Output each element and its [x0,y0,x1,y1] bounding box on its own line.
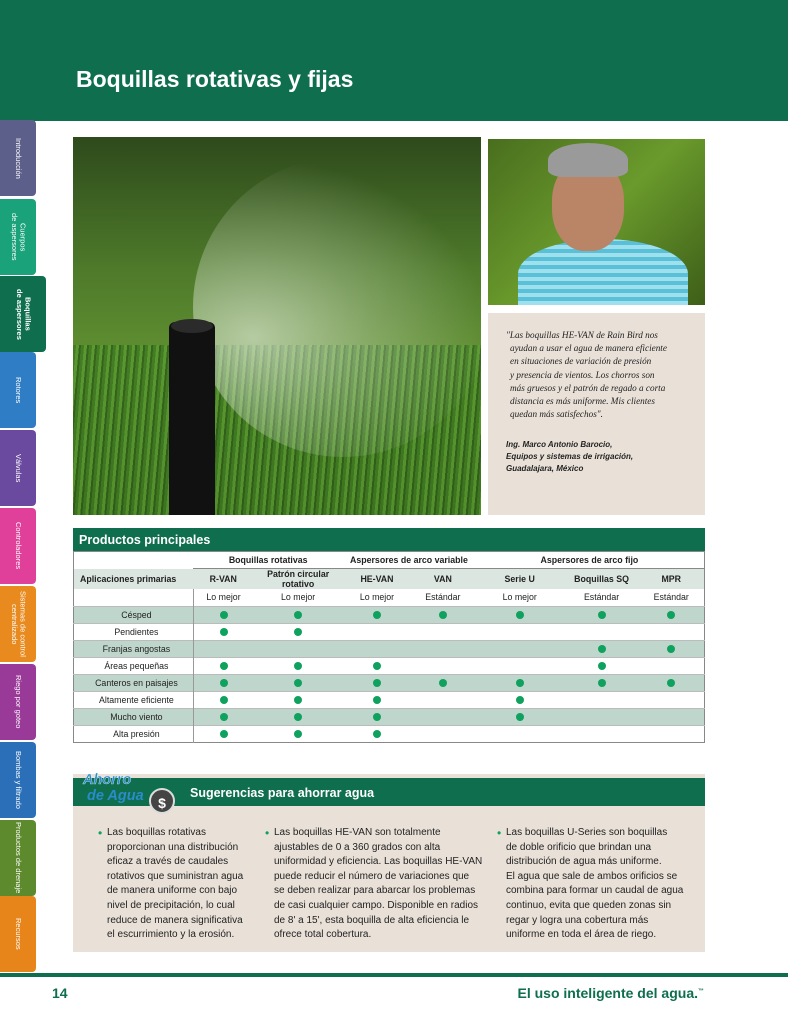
tab-3[interactable]: Rotores [0,352,36,428]
footer-slogan: El uso inteligente del agua.™ [517,985,704,1001]
check-dot-icon [220,696,228,704]
tab-10[interactable]: Recursos [0,896,36,972]
tab-1[interactable]: Cuerpos de aspersores [0,199,36,275]
ahorro-de-agua-logo: Ahorro de Agua $ [79,772,179,816]
tip-item [98,826,270,943]
rating-cell: Lo mejor [502,592,537,603]
group-header: Aspersores de arco fijo [475,552,705,569]
tip-line: el escurrimiento y la erosión. [107,929,235,941]
mark-cell [411,606,475,623]
check-dot-icon [220,662,228,670]
check-dot-icon [294,628,302,636]
mark-cell [639,725,705,742]
sprinkler-cap [171,319,213,333]
quote-line: quedan más satisfechos". [510,409,603,420]
page-title: Boquillas rotativas y fijas [76,66,354,92]
mark-cell [411,691,475,708]
author-line: Equipos y sistemas de irrigación, [506,452,634,462]
application-label: Altamente eficiente [74,691,194,708]
author-line: Ing. Marco Antonio Barocio, [506,440,613,450]
dollar-coin-icon: $ [149,788,175,814]
tab-4[interactable]: Válvulas [0,430,36,506]
mark-cell [565,725,639,742]
mark-cell [475,725,565,742]
mark-cell [565,640,639,657]
tip-line: de doble orificio que brindan una [506,841,652,853]
tip-line: distribución de agua más uniforme. [506,856,662,868]
mark-cell [565,691,639,708]
mark-cell [253,606,343,623]
check-dot-icon [294,611,302,619]
check-dot-icon [598,679,606,687]
tip-line: reduce de manera significativa [107,914,243,926]
tip-item [265,826,489,943]
mark-cell [639,674,705,691]
rating-row [74,589,705,606]
column-header: HE-VAN [343,569,411,590]
rating-cell: Lo mejor [281,592,316,603]
check-dot-icon [220,611,228,619]
mark-cell [565,708,639,725]
mark-cell [411,708,475,725]
page-header [0,0,788,121]
mark-cell [193,640,253,657]
mark-cell [639,691,705,708]
tip-line: ofrece total cobertura. [274,929,372,941]
quote-line: más gruesos y el patrón de regado a corta [510,382,666,393]
application-label: Pendientes [74,623,194,640]
mark-cell [565,606,639,623]
tip-line: de casi cualquier campo. Disponible en radios [274,899,479,911]
application-label: Césped [74,606,194,623]
page-number: 14 [52,985,68,1001]
column-header: Boquillas SQ [565,569,639,590]
application-label: Mucho viento [74,708,194,725]
table-row [74,640,705,657]
mark-cell [253,725,343,742]
tip-line: uniformidad y eficiencia. Las boquillas HE-VAN [274,856,483,868]
mark-cell [253,674,343,691]
column-header: Patrón circular rotativo [253,569,343,590]
mark-cell [411,640,475,657]
mark-cell [343,606,411,623]
mark-cell [565,623,639,640]
author-line: Guadalajara, México [506,463,584,473]
tip-item [497,826,696,943]
quote-line: en situaciones de variación de presión [510,356,652,367]
table-row [74,657,705,674]
tip-line: proporcionan una distribución [107,841,239,853]
mark-cell [475,674,565,691]
check-dot-icon [220,628,228,636]
check-dot-icon [598,645,606,653]
check-dot-icon [294,730,302,738]
mark-cell [411,725,475,742]
check-dot-icon [516,696,524,704]
tip-line: de 8' a 15', esta boquilla de alta eficiencia le [274,914,470,926]
group-header: Aspersores de arco variable [343,552,475,569]
rating-cell: Lo mejor [206,592,241,603]
column-header: Serie U [475,569,565,590]
mark-cell [639,640,705,657]
mark-cell [639,657,705,674]
check-dot-icon [373,662,381,670]
tip-line: continuo, evita que queden zonas sin [506,899,672,911]
tab-6[interactable]: Sistemas de control centralizado [0,586,36,662]
quote-line: ayudan a usar el agua de manera eficiente [510,343,667,354]
column-header: R-VAN [193,569,253,590]
sprinkler-photo [73,137,481,515]
mark-cell [475,623,565,640]
mark-cell [639,623,705,640]
mark-cell [343,691,411,708]
quote-line: "Las boquillas HE-VAN de Rain Bird nos [506,330,658,340]
check-dot-icon [373,611,381,619]
mark-cell [475,657,565,674]
tip-line: ajustables de 0 a 360 grados con alta [274,841,441,853]
mark-cell [253,691,343,708]
tips-title: Sugerencias para ahorrar agua [190,786,375,800]
mark-cell [193,691,253,708]
tip-line: uniforme en toda el área de riego. [506,929,657,941]
tip-line: eficaz a través de caudales [107,856,229,868]
check-dot-icon [516,611,524,619]
table-row [74,725,705,742]
tab-9[interactable]: Productos de drenaje [0,820,36,896]
products-table-section [73,528,705,743]
tip-line: Las boquillas U-Series son boquillas [506,827,668,838]
mark-cell [475,606,565,623]
mark-cell [475,640,565,657]
table-row [74,606,705,623]
table-row [74,691,705,708]
check-dot-icon [598,611,606,619]
portrait-photo [488,139,705,305]
check-dot-icon [373,730,381,738]
check-dot-icon [294,662,302,670]
tip-line: Las boquillas HE-VAN son totalmente [274,827,441,838]
check-dot-icon [667,611,675,619]
tip-line: combina para formar un caudal de agua [506,885,684,897]
tab-2[interactable]: Boquillas de aspersores [0,276,46,352]
quote-line: y presencia de vientos. Los chorros son [510,369,655,380]
tab-7[interactable]: Riego por goteo [0,664,36,740]
tab-8[interactable]: Bombas y filtrado [0,742,36,818]
check-dot-icon [516,679,524,687]
table-row [74,674,705,691]
tip-line: de manera uniforme con bajo [107,885,238,897]
products-table [73,551,705,743]
check-dot-icon [516,713,524,721]
tip-line: puede reducir el número de variaciones que [274,870,470,882]
mark-cell [193,606,253,623]
check-dot-icon [220,730,228,738]
mark-cell [343,708,411,725]
testimonial-author [506,439,693,474]
mark-cell [411,657,475,674]
tip-line: regar y logra una cobertura más [506,914,649,926]
column-header: VAN [411,569,475,590]
check-dot-icon [373,696,381,704]
portrait-shirt [518,239,688,305]
bullet-icon: • [265,826,270,840]
rating-cell: Estándar [583,592,620,603]
check-dot-icon [667,645,675,653]
portrait-hair [548,143,628,177]
check-dot-icon [294,713,302,721]
table-row [74,623,705,640]
tab-0[interactable]: Introducción [0,120,36,196]
check-dot-icon [294,696,302,704]
mark-cell [565,657,639,674]
group-header: Boquillas rotativas [193,552,343,569]
column-header: MPR [639,569,705,590]
application-label: Franjas angostas [74,640,194,657]
tip-line: Las boquillas rotativas [107,827,206,838]
check-dot-icon [439,611,447,619]
mark-cell [253,657,343,674]
products-title: Productos principales [73,528,705,551]
mark-cell [343,640,411,657]
check-dot-icon [373,713,381,721]
mark-cell [193,657,253,674]
rating-cell: Estándar [653,592,689,603]
tip-line: se deben realizar para abarcar los problemas [274,885,476,897]
rating-cell: Lo mejor [359,592,395,603]
footer-divider [0,973,788,977]
mark-cell [343,674,411,691]
mark-cell [565,674,639,691]
water-saving-tips [73,774,705,952]
tip-line: El agua que sale de ambos orificios se [506,870,678,882]
application-label: Áreas pequeñas [74,657,194,674]
check-dot-icon [294,679,302,687]
testimonial-quote [506,329,693,421]
mark-cell [343,657,411,674]
bullet-icon: • [497,826,502,840]
mark-cell [193,725,253,742]
rating-cell: Estándar [425,592,461,603]
mark-cell [193,708,253,725]
column-header-row [74,569,705,590]
quote-line: distancia es más uniforme. Mis clientes [510,396,655,407]
mark-cell [475,691,565,708]
sprinkler-head [169,322,215,515]
mark-cell [411,623,475,640]
mark-cell [639,708,705,725]
mark-cell [253,623,343,640]
application-label: Alta presión [74,725,194,742]
check-dot-icon [598,662,606,670]
check-dot-icon [439,679,447,687]
mark-cell [253,708,343,725]
mark-cell [343,623,411,640]
check-dot-icon [373,679,381,687]
check-dot-icon [667,679,675,687]
application-label: Canteros en paisajes [74,674,194,691]
tab-5[interactable]: Controladores [0,508,36,584]
mark-cell [193,674,253,691]
check-dot-icon [220,679,228,687]
tip-line: rotativos que suministran agua [107,870,244,882]
mark-cell [639,606,705,623]
mark-cell [343,725,411,742]
mark-cell [411,674,475,691]
check-dot-icon [220,713,228,721]
mark-cell [193,623,253,640]
mark-cell [475,708,565,725]
testimonial-box [488,313,705,515]
table-row [74,708,705,725]
water-spray [193,157,481,457]
tip-line: nivel de precipitación, lo cual [107,899,235,911]
bullet-icon: • [98,826,103,840]
mark-cell [253,640,343,657]
group-header-row [74,552,705,569]
column-header: Aplicaciones primarias [74,569,194,590]
